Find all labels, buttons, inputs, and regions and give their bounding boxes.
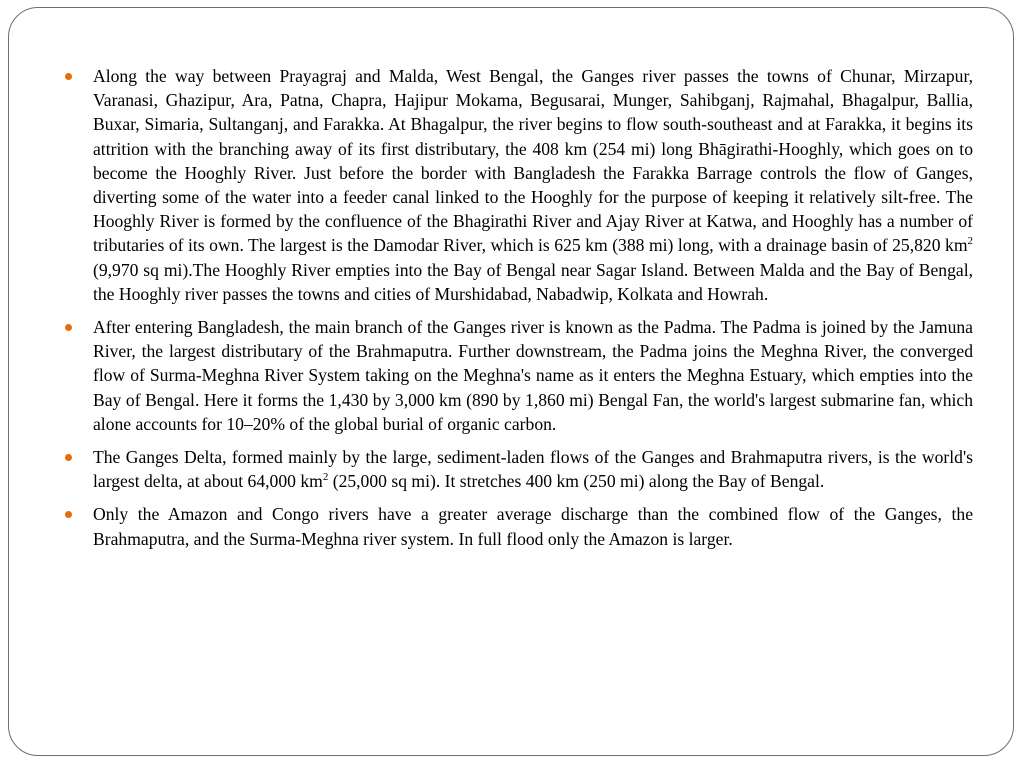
bullet-item-bangladesh-padma: [65, 315, 973, 436]
bullet-text: The Ganges Delta, formed mainly by the large, sediment-laden flows of the Ganges and Brahmaputra rivers, is the world's largest delta, at about 64,000 $km^2$ (25,000 sq mi). It stretches 400 km (250 mi) along the Bay of Bengal.: [93, 447, 973, 492]
bullet-dot-icon: [65, 73, 72, 80]
bullet-item-discharge-comparison: [65, 502, 973, 550]
bullet-item-ganges-delta: [65, 445, 973, 493]
bullet-dot-icon: [65, 511, 72, 518]
slide-frame: [8, 7, 1014, 756]
bullet-text: Along the way between Prayagraj and Malda, West Bengal, the Ganges river passes the towns of Chunar, Mirzapur, Varanasi, Ghazipur, Ara, Patna, Chapra, Hajipur Mokama, Begusarai, Munger, Sahibganj, Rajmahal, Bhagalpur, Ballia, Buxar, Simaria, Sultanganj, and Farakka. At Bhagalpur, the river begins to flow south-southeast and at Farakka, it begins its attrition with the branching away of its first distributary, the 408 km (254 mi) long Bhāgirathi-Hooghly, which goes on to become the Hooghly River. Just before the border with Bangladesh the Farakka Barrage controls the flow of Ganges, diverting some of the water into a feeder canal linked to the Hooghly for the purpose of keeping it relatively silt-free. The Hooghly River is formed by the confluence of the Bhagirathi River and Ajay River at Katwa, and Hooghly has a number of tributaries of its own. The largest is the Damodar River, which is 625 km (388 mi) long, with a drainage basin of 25,820 $km^2$ (9,970 sq mi).The Hooghly River empties into the Bay of Bengal near Sagar Island. Between Malda and the Bay of Bengal, the Hooghly river passes the towns and cities of Murshidabad, Nabadwip, Kolkata and Howrah.: [93, 66, 973, 304]
bullet-text: After entering Bangladesh, the main branch of the Ganges river is known as the Padma. The Padma is joined by the Jamuna River, the largest distributary of the Brahmaputra. Further downstream, the Padma joins the Meghna River, the converged flow of Surma-Meghna River System taking on the Meghna's name as it enters the Meghna Estuary, which empties into the Bay of Bengal. Here it forms the 1,430 by 3,000 km (890 by 1,860 mi) Bengal Fan, the world's largest submarine fan, which alone accounts for 10–20% of the global burial of organic carbon.: [93, 317, 973, 434]
bullet-item-ganges-course: [65, 64, 973, 306]
bullet-list: [65, 64, 973, 560]
bullet-dot-icon: [65, 324, 72, 331]
bullet-dot-icon: [65, 454, 72, 461]
bullet-text: Only the Amazon and Congo rivers have a greater average discharge than the combined flow of the Ganges, the Brahmaputra, and the Surma-Meghna river system. In full flood only the Amazon is larger.: [93, 504, 973, 549]
